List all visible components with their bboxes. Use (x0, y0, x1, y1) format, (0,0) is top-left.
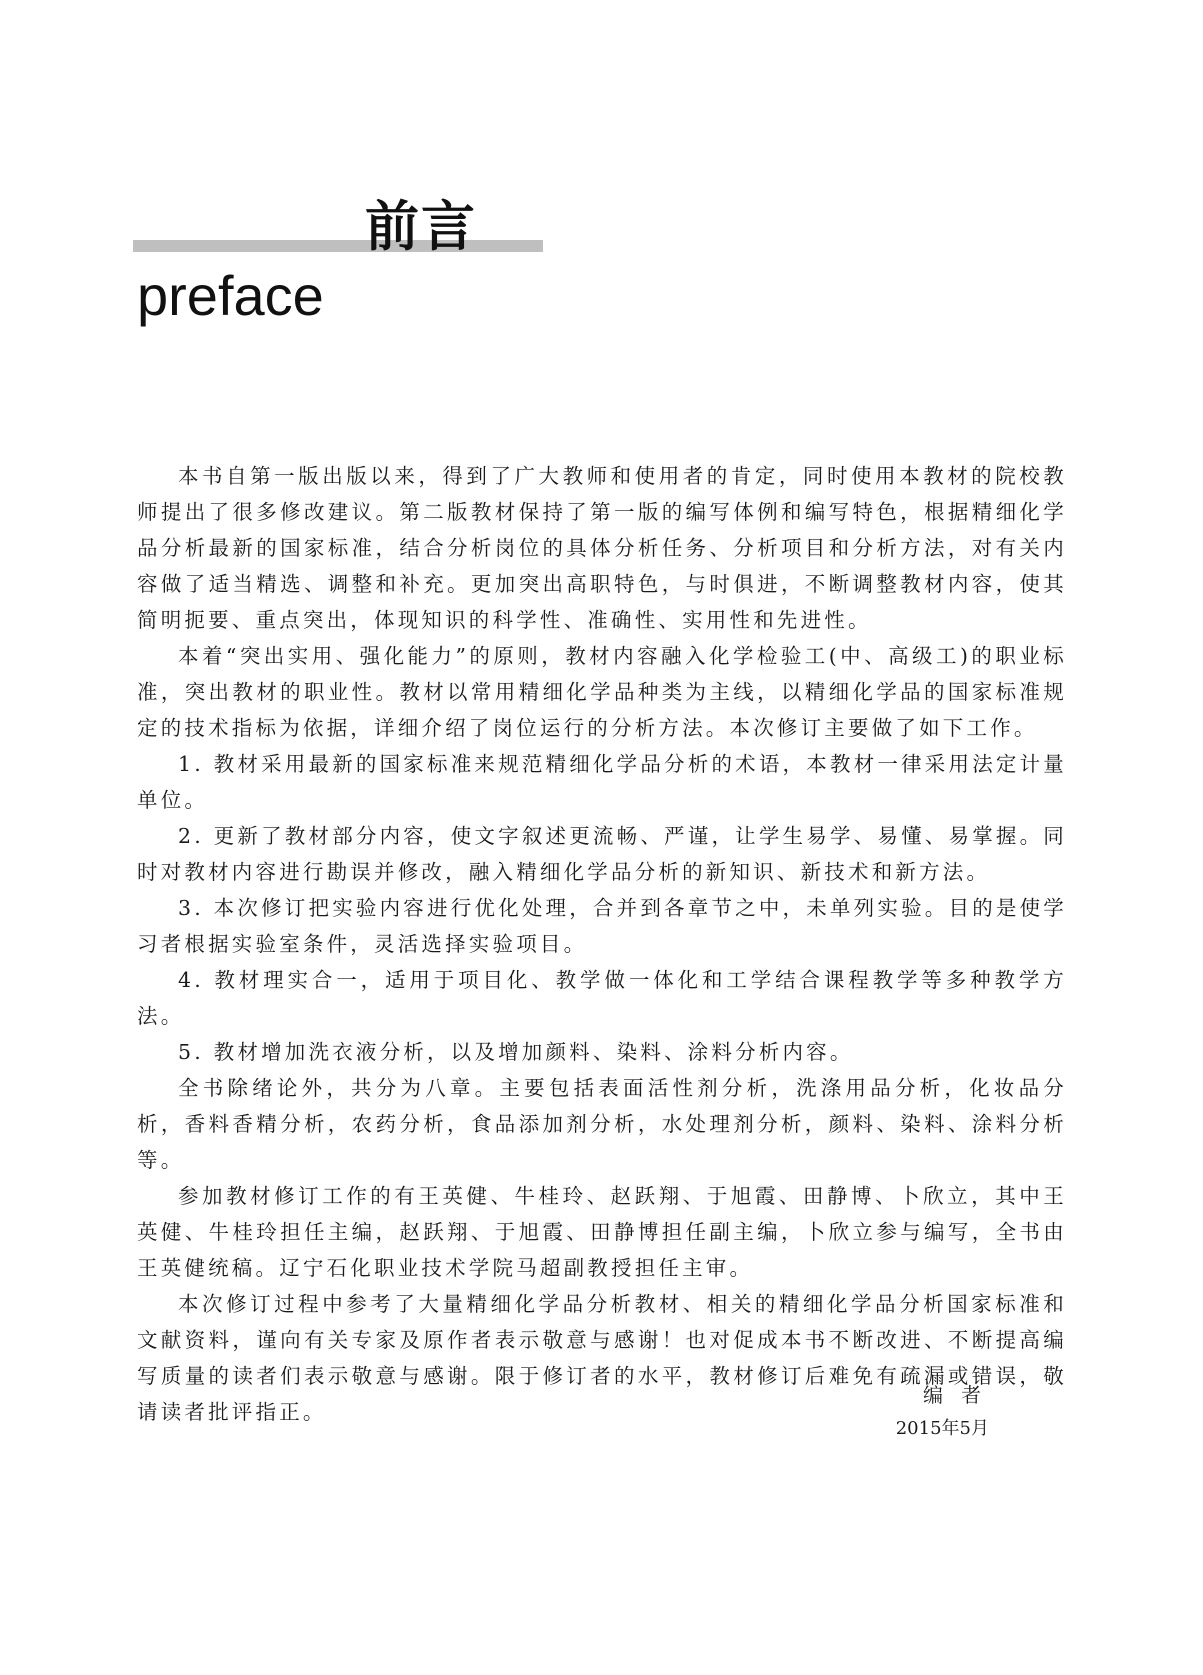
paragraph: 5. 教材增加洗衣液分析，以及增加颜料、染料、涂料分析内容。 (178, 1040, 854, 1064)
paragraph: 本书自第一版出版以来，得到了广大教师和使用者的肯定，同时使用本教材的院校教师提出了很多修改建议。第二版教材保持了第一版的编写体例和编写特色，根据精细化学品分析最新的国家标准，结合分析岗位的具体分析任务、分析项目和分析方法，对有关内容做了适当精选、调整和补充。更加突出高职特色，与时俱进，不断调整教材内容，使其简明扼要、重点突出，体现知识的科学性、准确性、实用性和先进性。 (137, 464, 1067, 632)
paragraph: 4. 教材理实合一，适用于项目化、教学做一体化和工学结合课程教学等多种教学方法。 (137, 968, 1067, 1028)
signature-date: 2015年5月 (895, 1418, 989, 1439)
paragraph: 本着“突出实用、强化能力”的原则，教材内容融入化学检验工(中、高级工)的职业标准，突出教材的职业性。教材以常用精细化学品种类为主线，以精细化学品的国家标准规定的技术指标为依据，详细介绍了岗位运行的分析方法。本次修订主要做了如下工作。 (137, 644, 1067, 740)
paragraph: 参加教材修订工作的有王英健、牛桂玲、赵跃翔、于旭霞、田静博、卜欣立，其中王英健、牛桂玲担任主编，赵跃翔、于旭霞、田静博担任副主编，卜欣立参与编写，全书由王英健统稿。辽宁石化职业技术学院马超副教授担任主审。 (137, 1184, 1067, 1280)
page-title-chinese: 前言 (365, 194, 477, 258)
signature-editor: 编者 (923, 1383, 999, 1407)
preface-body (137, 458, 1067, 1430)
signature-block (895, 1378, 999, 1446)
paragraph: 全书除绪论外，共分为八章。主要包括表面活性剂分析，洗涤用品分析，化妆品分析，香料香精分析，农药分析，食品添加剂分析，水处理剂分析，颜料、染料、涂料分析等。 (137, 1076, 1067, 1172)
paragraph: 本次修订过程中参考了大量精细化学品分析教材、相关的精细化学品分析国家标准和文献资料，谨向有关专家及原作者表示敬意与感谢！也对促成本书不断改进、不断提高编写质量的读者们表示敬意与感谢。限于修订者的水平，教材修订后难免有疏漏或错误，敬请读者批评指正。 (137, 1292, 1067, 1424)
paragraph: 3. 本次修订把实验内容进行优化处理，合并到各章节之中，未单列实验。目的是使学习者根据实验室条件，灵活选择实验项目。 (137, 896, 1067, 956)
page-title-english: preface (137, 264, 324, 327)
paragraph: 2. 更新了教材部分内容，使文字叙述更流畅、严谨，让学生易学、易懂、易掌握。同时对教材内容进行勘误并修改，融入精细化学品分析的新知识、新技术和新方法。 (137, 824, 1067, 884)
title-underline-bar (133, 240, 543, 252)
paragraph: 1. 教材采用最新的国家标准来规范精细化学品分析的术语，本教材一律采用法定计量单位。 (137, 752, 1067, 812)
